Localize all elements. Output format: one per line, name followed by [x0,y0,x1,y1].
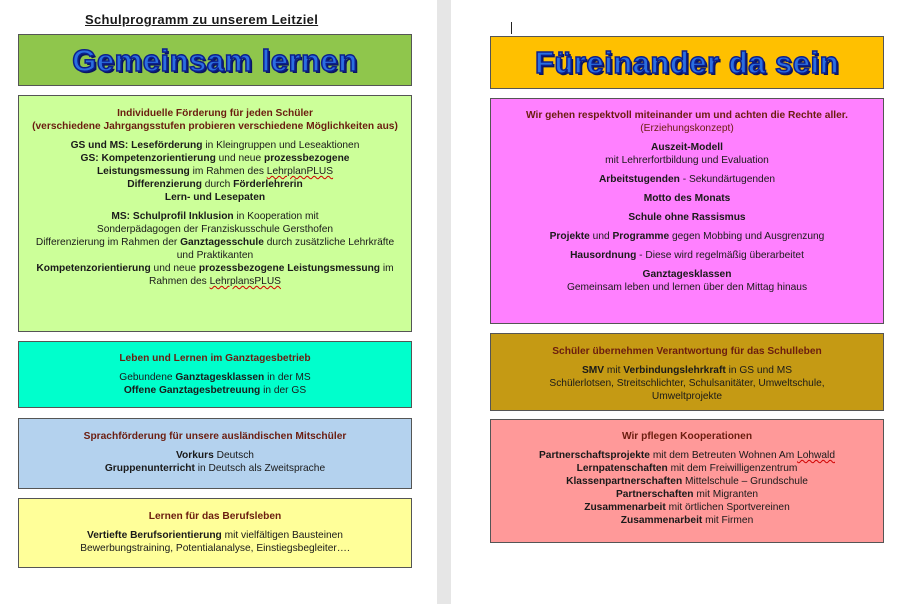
text-line: Differenzierung im Rahmen der Ganztagesschule durch zusätzliche Lehrkräfte [35,237,395,248]
text-line: Offene Ganztagesbetreuung in der GS [123,385,307,396]
box-title: Sprachförderung für unsere ausländischen Mitschüler [83,431,347,442]
right-page[interactable] [451,0,900,604]
text-line: Gemeinsam leben und lernen über den Mittag hinaus [566,282,808,293]
text-line: und Praktikanten [176,250,254,261]
banner-gemeinsam-lernen [18,34,412,86]
text-line: MS: Schulprofil Inklusion in Kooperation mit [111,211,319,222]
box-title: Wir gehen respektvoll miteinander um und achten die Rechte aller. [525,110,849,121]
box-title: Individuelle Förderung für jeden Schüler [117,108,313,119]
text-line: Motto des Monats [643,193,731,204]
banner-text: Gemeinsam lernen [72,42,358,78]
text-line: Gebundene Ganztagesklassen in der MS [119,372,311,383]
text-line: Umweltprojekte [651,391,723,402]
box-ganztagesbetrieb [18,341,412,408]
text-line: Kompetenzorientierung und neue prozessbezogene Leistungsmessung im [36,263,394,274]
text-line: Sonderpädagogen der Franziskusschule Gersthofen [96,224,334,235]
text-line: Zusammenarbeit mit örtlichen Sportvereinen [584,502,790,513]
text-line: Lernpatenschaften mit dem Freiwilligenzentrum [576,463,798,474]
text-line: GS und MS: Leseförderung in Kleingruppen und Leseaktionen [70,140,360,151]
box-subtitle: (verschiedene Jahrgangsstufen probieren verschiedene Möglichkeiten aus) [32,121,398,132]
box-berufsleben [18,498,412,568]
left-page [0,0,437,604]
box-title: Wir pflegen Kooperationen [621,431,753,442]
text-line: Schule ohne Rassismus [628,212,746,223]
text-line: mit Lehrerfortbildung und Evaluation [605,155,769,166]
box-verantwortung [490,333,884,411]
text-line: Gruppenunterricht in Deutsch als Zweitsprache [104,463,326,474]
text-line: Projekte und Programme gegen Mobbing und Ausgrenzung [549,231,825,242]
box-kooperationen [490,419,884,543]
box-sprachfoerderung [18,418,412,489]
text-line: Vorkurs Deutsch [176,450,254,461]
box-individuelle-foerderung [18,95,412,332]
text-line: Rahmen des LehrplansPLUS [149,276,281,287]
text-line: Klassenpartnerschaften Mittelschule – Grundschule [566,476,808,487]
box-title: Leben und Lernen im Ganztagesbetrieb [119,353,311,364]
text-line: Ganztagesklassen [642,269,732,280]
box-respektvoll [490,98,884,324]
text-line: GS: Kompetenzorientierung und neue prozessbezogene [80,153,350,164]
text-line: Partnerschaftsprojekte mit dem Betreuten Wohnen Am Lohwald [539,450,835,461]
banner-fuereinander-da-sein [490,36,884,89]
box-title: Lernen für das Berufsleben [148,511,282,522]
text-line: Arbeitstugenden - Sekundärtugenden [598,174,776,185]
text-line: Leistungsmessung im Rahmen des LehrplanPLUS [96,166,334,177]
banner-text: Füreinander da sein [534,45,840,80]
text-line: Hausordnung - Diese wird regelmäßig überarbeitet [570,250,804,261]
text-cursor [511,22,512,34]
box-subtitle: (Erziehungskonzept) [640,123,734,134]
text-line: Lern- und Lesepaten [164,192,266,203]
text-line: Zusammenarbeit mit Firmen [620,515,754,526]
text-line: Vertiefte Berufsorientierung mit vielfältigen Bausteinen [87,530,343,541]
text-line: Partnerschaften mit Migranten [615,489,759,500]
text-line: Schülerlotsen, Streitschlichter, Schulsanitäter, Umweltschule, [549,378,825,389]
text-line: Auszeit-Modell [651,142,723,153]
document-title: Schulprogramm zu unserem Leitziel [85,12,319,27]
text-line: SMV mit Verbindungslehrkraft in GS und MS [581,365,793,376]
box-title: Schüler übernehmen Verantwortung für das Schulleben [552,346,822,357]
text-line: Differenzierung durch Förderlehrerin [127,179,303,190]
text-line: Bewerbungstraining, Potentialanalyse, Einstiegsbegleiter…. [80,543,350,554]
